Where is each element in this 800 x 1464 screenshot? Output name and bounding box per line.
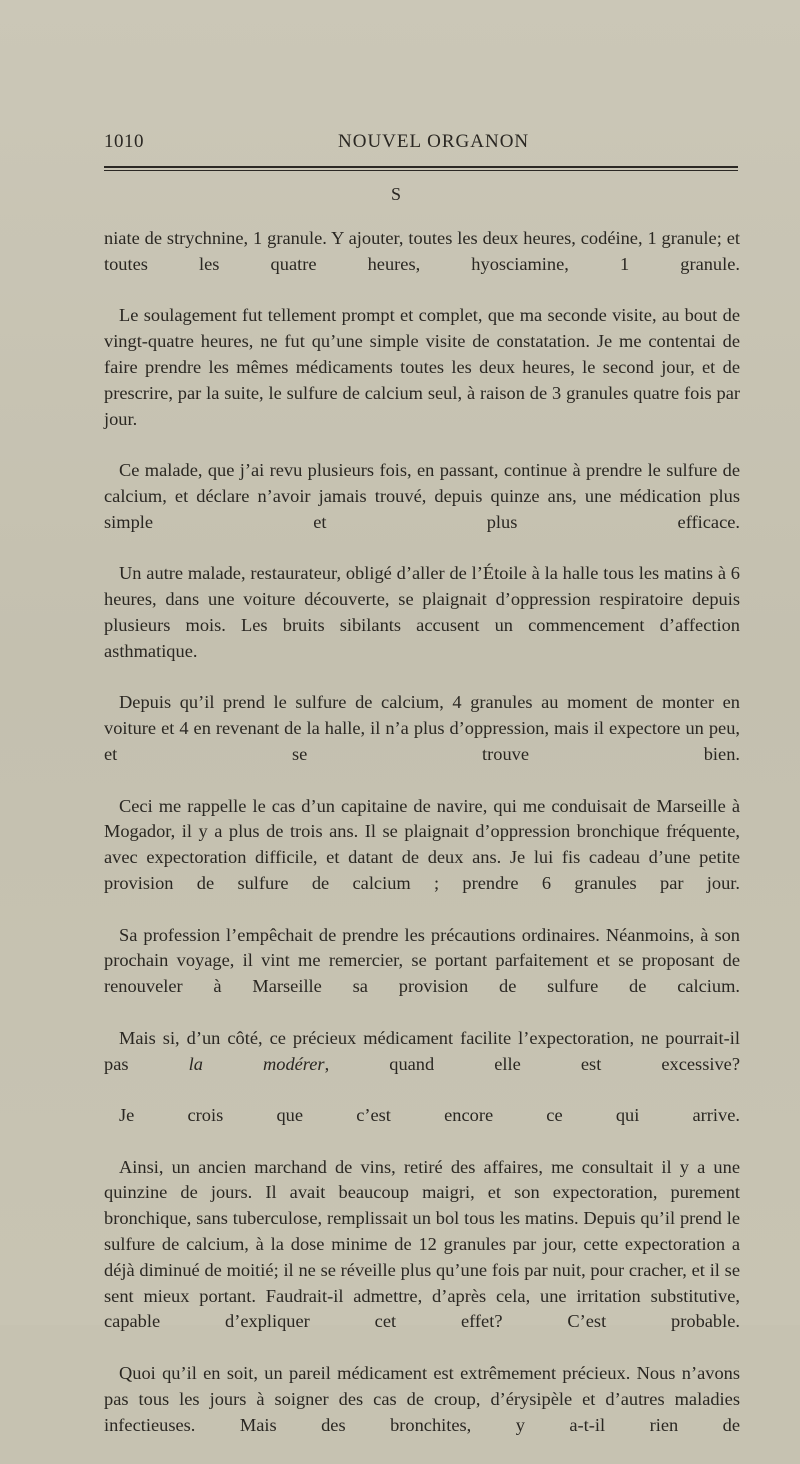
paragraph-text: Mais si, d’un côté, ce précieux médicament facilite l’expectoration, ne pourrait-il pas bbox=[104, 1027, 740, 1074]
paragraph: Ainsi, un ancien marchand de vins, retiré des affaires, me consultait il y a une quinzine de jours. Il avait beaucoup maigri, et son expectoration, purement bronchique, sans tuberculose, remplissait un bol tous les matins. Depuis qu’il prend le sulfure de calcium, à la dose minime de 12 granules par jour, cette expectoration a déjà diminué de moitié; il ne se réveille plus qu’une fois par nuit, pour cracher, et il se sent mieux portant. Faudrait-il admettre, d’après cela, une irritation substitutive, capable d’expliquer cet effet? C’est probable. bbox=[104, 1156, 740, 1332]
header-rule-thick bbox=[104, 166, 738, 168]
paragraph: Ce malade, que j’ai revu plusieurs fois, en passant, continue à prendre le sulfure de calcium, et déclare n’avoir jamais trouvé, depuis quinze ans, une médication plus simple et plus efficace. bbox=[104, 460, 740, 532]
body-text bbox=[104, 226, 740, 1464]
paragraph: Le soulagement fut tellement prompt et complet, que ma seconde visite, au bout de vingt-quatre heures, ne fut qu’une simple visite de constatation. Je me contentai de faire prendre les mêmes médicaments toutes les deux heures, le second jour, et de prescrire, par la suite, le sulfure de calcium seul, à raison de 3 granules quatre fois par jour. bbox=[104, 305, 740, 429]
paragraph: Quoi qu’il en soit, un pareil médicament est extrêmement précieux. Nous n’avons pas tous les jours à soigner des cas de croup, d’érysipèle et d’autres maladies infectieuses. Mais des bronchites, y a-t-il rien de bbox=[104, 1363, 740, 1435]
italic-phrase: la modérer bbox=[188, 1053, 325, 1074]
paragraph: Un autre malade, restaurateur, obligé d’aller de l’Étoile à la halle tous les matins à 6 heures, dans une voiture découverte, se plaignait d’oppression respiratoire depuis plusieurs mois. Les bruits sibilants accusent un commencement d’affection asthmatique. bbox=[104, 563, 740, 661]
section-letter: S bbox=[391, 184, 402, 204]
page-number: 1010 bbox=[104, 131, 144, 152]
paragraph: Sa profession l’empêchait de prendre les précautions ordinaires. Néanmoins, à son prochain voyage, il vint me remercier, se portant parfaitement et se proposant de renouveler à Marseille sa provision de sulfure de calcium. bbox=[104, 924, 740, 997]
paragraph: niate de strychnine, 1 granule. Y ajouter, toutes les deux heures, codéine, 1 granule; et toutes les quatre heures, hyosciamine, 1 granule. bbox=[104, 228, 740, 274]
paragraph-text: , quand elle est excessive? bbox=[324, 1053, 740, 1074]
running-title: NOUVEL ORGANON bbox=[338, 131, 530, 152]
paragraph bbox=[104, 1026, 740, 1103]
page-header bbox=[104, 131, 744, 159]
paragraph: Je crois que c’est encore ce qui arrive. bbox=[119, 1105, 740, 1126]
header-rule-thin bbox=[104, 170, 738, 171]
paragraph: Ceci me rappelle le cas d’un capitaine de navire, qui me conduisait de Marseille à Mogador, il y a plus de trois ans. Il se plaignait d’oppression bronchique fréquente, avec expectoration difficile, et datant de deux ans. Je lui fis cadeau d’une petite provision de sulfure de calcium ; prendre 6 granules par jour. bbox=[104, 795, 740, 893]
paragraph: Depuis qu’il prend le sulfure de calcium, 4 granules au moment de monter en voiture et 4 en revenant de la halle, il n’a plus d’oppression, mais il expectore un peu, et se trouve bien. bbox=[104, 692, 740, 764]
